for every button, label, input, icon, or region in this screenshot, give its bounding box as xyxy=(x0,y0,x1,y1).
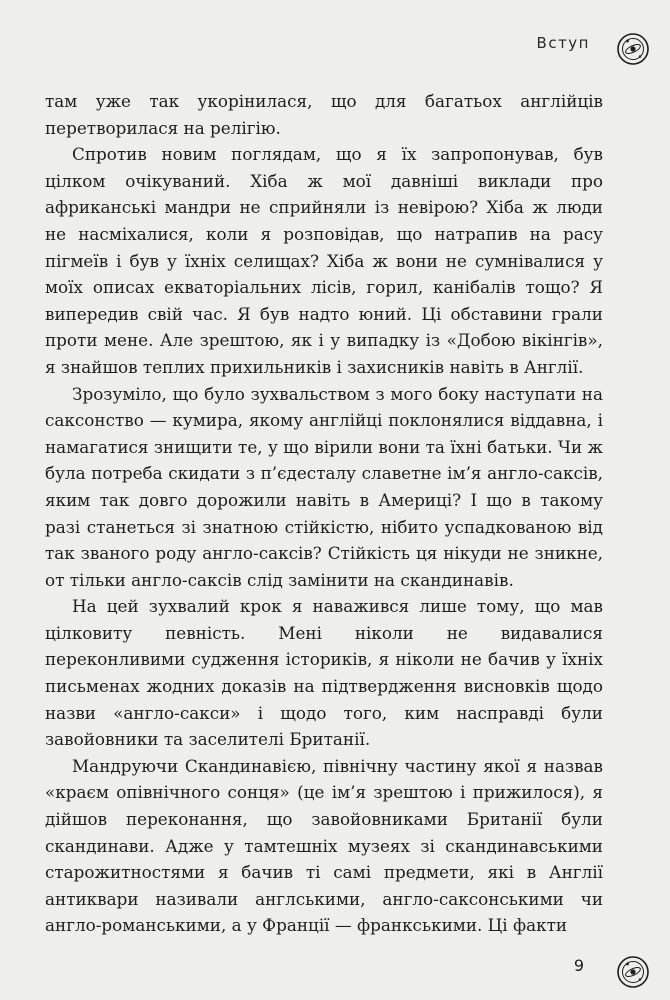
paragraph-1: там уже так укорінилася, що для багатьох англійців перетворилася на релігію. xyxy=(45,91,603,138)
globe-ring-icon xyxy=(616,955,650,989)
paragraph-2: Спротив новим поглядам, що я їх запропонував, був цілком очікуваний. Хіба ж мої давніші виклади про африканські мандри не сприйняли із невірою? Хіба ж люди не насміхалися, коли я розповідав, що натрапив на расу пігмеїв і був у їхніх селищах? Хіба ж вони не сумнівалися у моїх описах екваторіальних лісів, горил, канібалів тощо? Я випередив свій час. Я був надто юний. Ці обставини грали проти мене. Але зрештою, як і у випадку із «Добою вікінгів», я знайшов теплих прихильників і захисників навіть в Англії. xyxy=(45,144,603,377)
running-head: Вступ xyxy=(536,34,590,52)
paragraph-4: На цей зухвалий крок я наважився лише тому, що мав цілковиту певність. Мені ніколи не видавалися переконливими судження істориків, я ніколи не бачив у їхніх письменах жодних доказів на підтвердження висновків щодо назви «англо-сакси» і щодо того, ким насправді були завойовники та заселителі Британії. xyxy=(45,596,603,750)
paragraph-3: Зрозуміло, що було зухвальством з мого боку наступати на саксонство — кумира, якому англійці поклонялися віддавна, і намагатися знищити те, у що вірили вони та їхні батьки. Чи ж була потреба скидати з п’єдесталу славетне ім’я англо-саксів, яким так довго дорожили навіть в Америці? І що в такому разі станеться зі знатною стійкістю, нібито успадкованою від так званого роду англо-саксів? Стійкість ця нікуди не зникне, от тільки англо-саксів слід замінити на скандинавів. xyxy=(45,383,603,590)
globe-ring-icon xyxy=(616,32,650,66)
page-number: 9 xyxy=(573,956,584,975)
paragraph-5: Мандруючи Скандинавією, північну частину якої я назвав «краєм опівнічного сонця» (це ім’я зрештою і прижилося), я дійшов переконання, що завойовниками Британії були скандинави. Адже у тамтешніх музеях зі скандинавськими старожитностями я бачив ті самі предмети, які в Англії антиквари називали англськими, англо-саксонськими чи англо-романськими, а у Франції — франкськими. Ці факти xyxy=(45,755,603,936)
body-text xyxy=(45,88,603,939)
